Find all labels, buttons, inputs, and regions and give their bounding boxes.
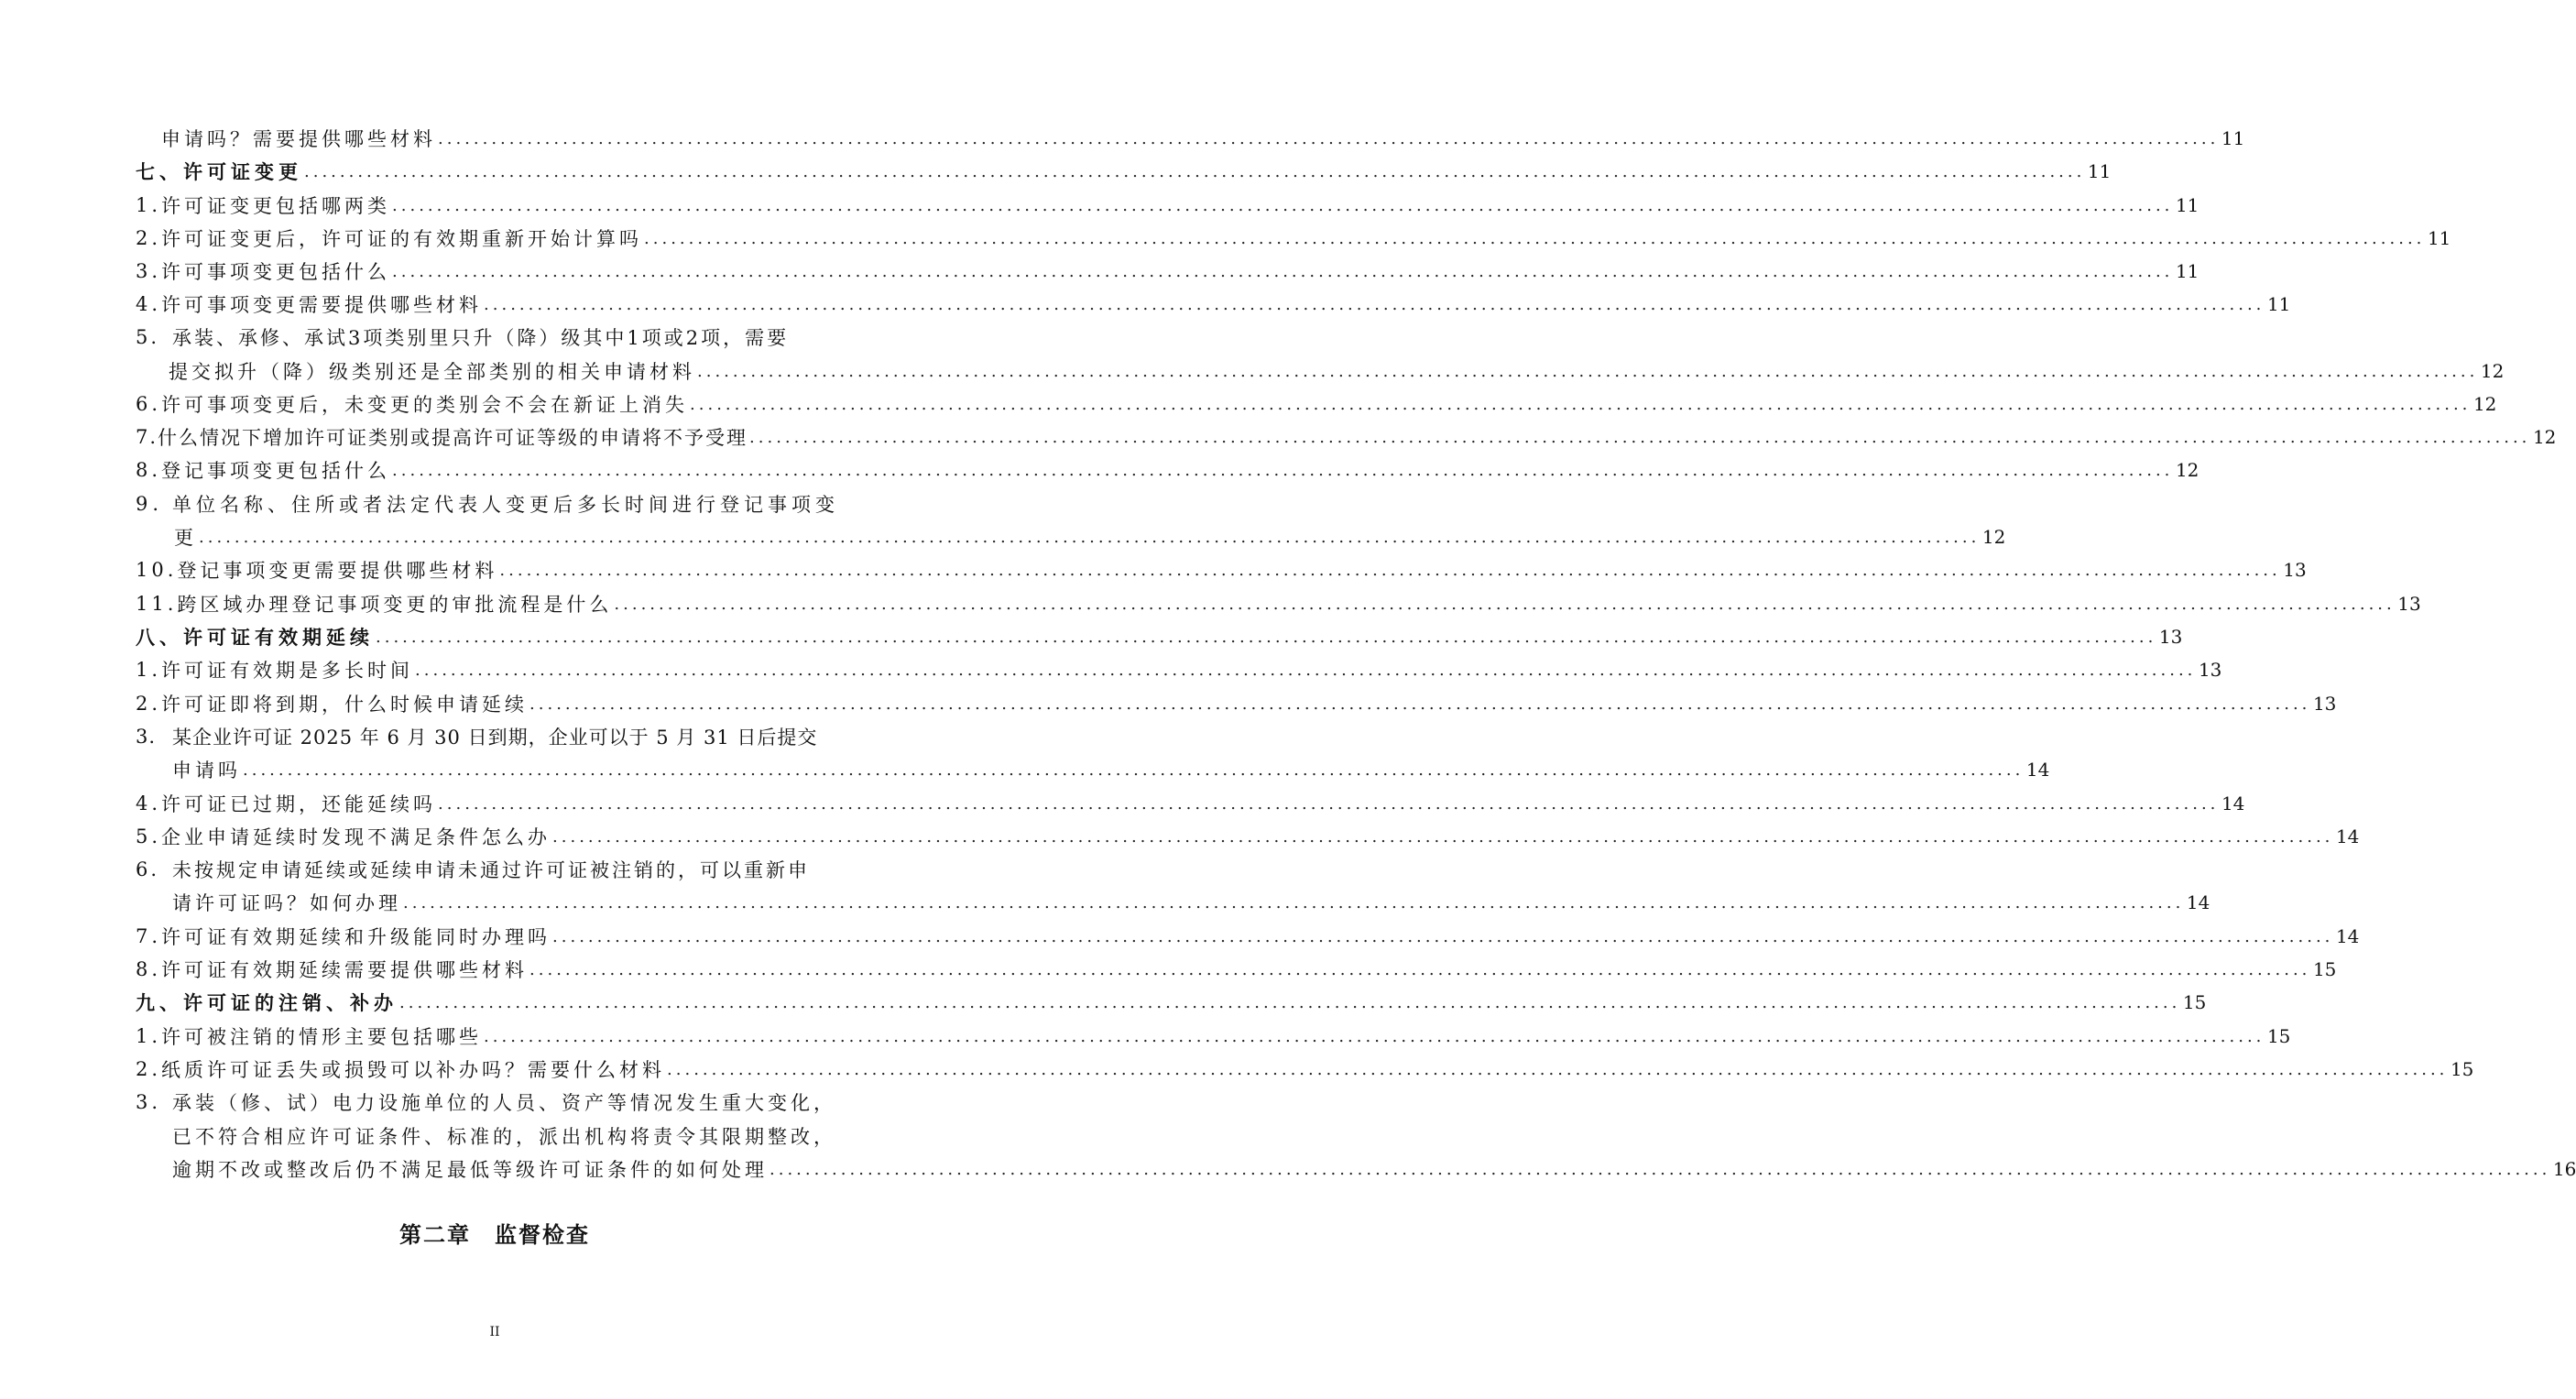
toc-entry[interactable]: 4. 许可证已过期，还能延续吗 ........................................................................................................................................................................................................ 14: [0, 787, 854, 820]
toc-entry-number: 7.: [136, 925, 162, 947]
toc-entry[interactable]: 2. 许可证变更后，许可证的有效期重新开始计算吗 ........................................................................................................................................................................................................ 11: [0, 222, 854, 255]
toc-entry[interactable]: 7. 什么情况下增加许可证类别或提高许可证等级的申请将不予受理 ........................................................................................................................................................................................................ 12: [0, 421, 854, 454]
toc-entry-number: 6.: [136, 393, 162, 415]
toc-entry-multiline-end[interactable]: 提交拟升（降）级类别还是全部类别的相关申请材料 ........................................................................................................................................................................................................ 12: [0, 355, 854, 388]
toc-entry-text-line2: 提交拟升（降）级类别还是全部类别的相关申请材料: [169, 361, 695, 383]
toc-entry[interactable]: 5. 企业申请延续时发现不满足条件怎么办 ........................................................................................................................................................................................................ 14: [0, 820, 854, 853]
toc-page-number: 12: [2472, 393, 2497, 415]
toc-entry-number: 3.: [136, 726, 157, 748]
toc-page-number: 13: [2397, 593, 2421, 615]
toc-entry[interactable]: 4. 许可事项变更需要提供哪些材料 ........................................................................................................................................................................................................ 11: [0, 288, 854, 321]
toc-entry-text-line2: 已不符合相应许可证条件、标准的，派出机构将责令其限期整改，: [172, 1126, 836, 1148]
toc-entry[interactable]: 2. 许可证即将到期，什么时候申请延续 ........................................................................................................................................................................................................ 13: [0, 687, 854, 720]
toc-entry-text: 许可证变更后，许可证的有效期重新开始计算吗: [161, 228, 643, 250]
toc-entry-text-line1: 承装、承修、承试3项类别里只升（降）级其中1项或2项，需要: [172, 327, 790, 349]
toc-page-number: 13: [2198, 659, 2222, 681]
toc-entry-text-line2: 请许可证吗？如何办理: [172, 892, 401, 914]
toc-entry[interactable]: 7. 许可证有效期延续和升级能同时办理吗 ........................................................................................................................................................................................................ 14: [0, 920, 854, 953]
toc-entry-text-line2: 申请吗: [172, 760, 241, 781]
toc-entry-text-line1: 承装（修、试）电力设施单位的人员、资产等情况发生重大变化，: [172, 1092, 836, 1114]
toc-entry-text: 许可证变更包括哪两类: [161, 195, 391, 217]
toc-entry-number: 1.: [136, 659, 162, 681]
toc-entry-number: 3.: [136, 260, 162, 282]
toc-entry-text-line1: 某企业许可证 2025 年 6 月 30 日到期，企业可以于 5 月 31 日后提交: [172, 727, 818, 749]
toc-entry-text: 企业申请延续时发现不满足条件怎么办: [161, 826, 551, 848]
toc-page-number: 11: [2266, 293, 2291, 315]
toc-section-9[interactable]: 九、许可证的注销、补办 ........................................................................................................................................................................................................ 15: [0, 986, 854, 1019]
toc-page-number: 15: [2182, 991, 2207, 1013]
toc-page-number: 14: [2025, 759, 2050, 781]
toc-section-title: 九、许可证的注销、补办: [136, 991, 398, 1014]
toc-entry-text-line2: 更: [174, 527, 197, 549]
toc-entry-number: 6.: [136, 858, 160, 880]
toc-entry-text: 许可证有效期延续和升级能同时办理吗: [161, 926, 551, 948]
toc-entry[interactable]: 3. 许可事项变更包括什么 ........................................................................................................................................................................................................ 11: [0, 255, 854, 288]
toc-entry-text: 许可事项变更包括什么: [161, 261, 391, 283]
toc-entry-number: 10.: [136, 559, 178, 581]
toc-page-number: 12: [2480, 360, 2505, 382]
toc-entry-text-line1: 单位名称、住所或者法定代表人变更后多长时间进行登记事项变: [172, 494, 839, 516]
toc-page-number: 15: [2312, 958, 2337, 980]
toc-entry-text: 什么情况下增加许可证类别或提高许可证等级的申请将不予受理: [158, 427, 748, 449]
toc-page-number: 15: [2266, 1025, 2291, 1047]
toc-entry-number: 2.: [136, 227, 162, 249]
toc-entry-multiline-start[interactable]: [136, 1086, 836, 1119]
toc-entry-text: 纸质许可证丢失或损毁可以补办吗？需要什么材料: [161, 1059, 666, 1081]
toc-entry-number: 11.: [136, 593, 178, 615]
toc-entry-number: 9.: [136, 493, 164, 515]
toc-entry-multiline-start[interactable]: [136, 321, 789, 354]
toc-entry[interactable]: 6. 许可事项变更后，未变更的类别会不会在新证上消失 ........................................................................................................................................................................................................ 12: [0, 388, 854, 421]
toc-entry-number: 4.: [136, 792, 162, 814]
toc-entry-text: 许可证有效期是多长时间: [161, 660, 414, 682]
toc-page-number: 11: [2087, 160, 2112, 182]
toc-entry[interactable]: 8. 许可证有效期延续需要提供哪些材料 ........................................................................................................................................................................................................ 15: [0, 953, 854, 986]
toc-entry-number: 5.: [136, 326, 160, 348]
toc-entry-text: 登记事项变更需要提供哪些材料: [177, 560, 498, 582]
toc-section-7[interactable]: 七、许可证变更 ........................................................................................................................................................................................................ 11: [0, 155, 854, 188]
toc-entry-multiline-middle[interactable]: [172, 1120, 836, 1153]
toc-entry-text-line3: 逾期不改或整改后仍不满足最低等级许可证条件的如何处理: [172, 1159, 768, 1181]
toc-entry-number: 7.: [136, 426, 158, 448]
toc-page-number: 11: [2175, 260, 2199, 282]
toc-entry-text: 许可事项变更后，未变更的类别会不会在新证上消失: [161, 394, 689, 416]
toc-entry-multiline-end[interactable]: 更 ........................................................................................................................................................................................................ 12: [0, 520, 854, 553]
toc-entry[interactable]: 2. 纸质许可证丢失或损毁可以补办吗？需要什么材料 ........................................................................................................................................................................................................ 15: [0, 1053, 854, 1086]
toc-entry-text: 跨区域办理登记事项变更的审批流程是什么: [177, 594, 613, 616]
toc-page-number: 14: [2335, 925, 2360, 947]
toc-page-number: 14: [2186, 891, 2210, 913]
toc-page-number: 12: [1981, 526, 2006, 548]
toc-entry[interactable]: 10. 登记事项变更需要提供哪些材料 ........................................................................................................................................................................................................ 13: [0, 553, 854, 586]
toc-entry-number: 1.: [136, 1025, 162, 1047]
toc-page-number: 15: [2450, 1058, 2474, 1080]
toc-entry-text-line1: 未按规定申请延续或延续申请未通过许可证被注销的，可以重新申: [172, 859, 810, 881]
toc-page-number: 14: [2221, 792, 2245, 814]
toc-entry[interactable]: 1. 许可证有效期是多长时间 ........................................................................................................................................................................................................ 13: [0, 653, 854, 686]
toc-entry-number: 2.: [136, 1058, 162, 1080]
toc-page-number: 14: [2335, 825, 2360, 847]
toc-entry-multiline-end[interactable]: 逾期不改或整改后仍不满足最低等级许可证条件的如何处理 ........................................................................................................................................................................................................ 16: [0, 1153, 854, 1186]
toc-entry-text: 许可证即将到期，什么时候申请延续: [161, 694, 529, 716]
toc-entry-text: 许可事项变更需要提供哪些材料: [161, 294, 483, 316]
toc-entry-text: 登记事项变更包括什么: [161, 460, 391, 482]
toc-entry-number: 8.: [136, 958, 162, 980]
toc-page-number: 13: [2283, 559, 2307, 581]
toc-entry-multiline-start[interactable]: [136, 853, 810, 886]
toc-entry[interactable]: 11. 跨区域办理登记事项变更的审批流程是什么 ........................................................................................................................................................................................................ 13: [0, 587, 854, 620]
toc-entry-text: 许可证已过期，还能延续吗: [161, 793, 437, 815]
toc-page-number: 13: [2158, 626, 2183, 648]
toc-entry-multiline-start[interactable]: [136, 487, 839, 520]
toc-section-title: 七、许可证变更: [136, 160, 302, 183]
toc-page-number: 12: [2532, 426, 2557, 448]
toc-page-number: 12: [2175, 459, 2199, 481]
toc-page-number: 13: [2312, 693, 2337, 715]
toc-page-number: 11: [2427, 227, 2451, 249]
toc-section-8[interactable]: 八、许可证有效期延续 ........................................................................................................................................................................................................ 13: [0, 620, 854, 653]
toc-entry[interactable]: 8. 登记事项变更包括什么 ........................................................................................................................................................................................................ 12: [0, 454, 854, 486]
toc-entry-multiline-end[interactable]: 申请吗 ........................................................................................................................................................................................................ 14: [0, 753, 854, 786]
toc-entry[interactable]: 1. 许可被注销的情形主要包括哪些 ........................................................................................................................................................................................................ 15: [0, 1020, 854, 1053]
toc-entry-number: 8.: [136, 459, 162, 481]
toc-entry-multiline-start[interactable]: [136, 720, 817, 753]
chapter-heading: 第二章 监督检查: [399, 1222, 590, 1248]
toc-entry-number: 5.: [136, 825, 162, 847]
toc-entry-multiline-end[interactable]: 请许可证吗？如何办理 ........................................................................................................................................................................................................ 14: [0, 886, 854, 919]
toc-entry-text: 许可证有效期延续需要提供哪些材料: [161, 959, 529, 981]
toc-entry-continued[interactable]: 申请吗？需要提供哪些材料 ........................................................................................................................................................................................................ 11: [0, 122, 854, 155]
toc-page-number: 11: [2221, 127, 2245, 149]
toc-entry-number: 4.: [136, 293, 162, 315]
toc-entry-text: 许可被注销的情形主要包括哪些: [161, 1026, 483, 1048]
toc-section-title: 八、许可证有效期延续: [136, 626, 374, 649]
toc-entry[interactable]: 1. 许可证变更包括哪两类 ........................................................................................................................................................................................................ 11: [0, 189, 854, 222]
toc-entry-number: 2.: [136, 693, 162, 715]
toc-page-number: 11: [2175, 194, 2199, 216]
toc-entry-number: 3.: [136, 1091, 162, 1113]
toc-entry-text: 申请吗？需要提供哪些材料: [161, 128, 436, 150]
footer-page-number: II: [489, 1325, 500, 1339]
toc-entry-number: 1.: [136, 194, 162, 216]
toc-page-number: 16: [2552, 1158, 2576, 1180]
